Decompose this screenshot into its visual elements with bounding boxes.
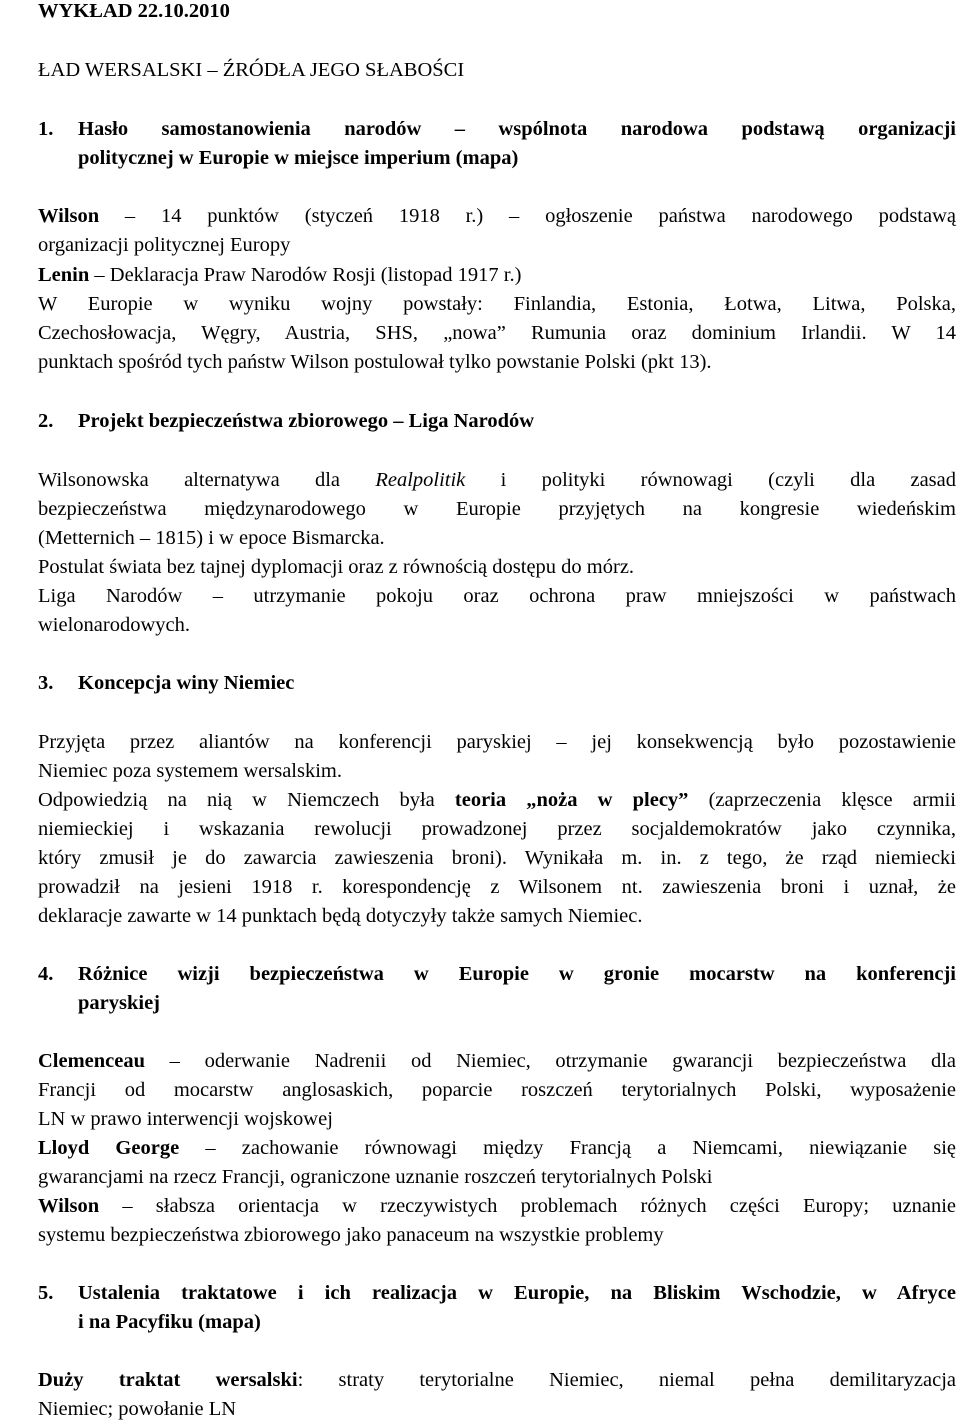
wilson-view-line-1: Wilson – słabsza orientacja w rzeczywistych problemach różnych części Europy; uznanie [38,1195,956,1217]
realpolitik-term: Realpolitik [375,469,466,491]
lenin-name: Lenin [38,264,90,286]
section-3-paragraph-2-line-4: prowadził na jesieni 1918 r. korespondencję z Wilsonem nt. zawieszenia broni i uznał, że [38,876,956,898]
document-title: ŁAD WERSALSKI – ŹRÓDŁA JEGO SŁABOŚCI [38,59,465,81]
section-3-paragraph-2-line-3: który zmusił je do zawarcia zawieszenia broni). Wynikała m. in. z tego, że rząd niemiecki [38,847,956,869]
section-1-number: 1. [38,118,54,140]
new-states-line-1: W Europie w wyniku wojny powstały: Finlandia, Estonia, Łotwa, Litwa, Polska, [38,293,956,315]
section-2-paragraph-1-line-2: bezpieczeństwa międzynarodowego w Europie przyjętych na kongresie wiedeńskim [38,498,956,520]
versailles-treaty-line-1: Duży traktat wersalski: straty terytorialne Niemiec, niemal pełna demilitaryzacja [38,1369,956,1391]
clemenceau-name: Clemenceau [38,1050,146,1072]
section-2-paragraph-1-line-1: Wilsonowska alternatywa dla Realpolitik i polityki równowagi (czyli dla zasad [38,469,956,491]
section-5-number: 5. [38,1282,54,1304]
section-5-heading-line-2: i na Pacyfiku (mapa) [78,1311,261,1333]
section-3-heading: Koncepcja winy Niemiec [78,672,295,694]
wilson-paragraph-line-1: Wilson – 14 punktów (styczeń 1918 r.) – ogłoszenie państwa narodowego podstawą [38,205,956,227]
section-2-paragraph-3-line-1: Liga Narodów – utrzymanie pokoju oraz ochrona praw mniejszości w państwach [38,585,956,607]
clemenceau-line-1: Clemenceau – oderwanie Nadrenii od Niemiec, otrzymanie gwarancji bezpieczeństwa dla [38,1050,956,1072]
section-3-paragraph-2-line-1: Odpowiedzią na nią w Niemczech była teoria „noża w plecy” (zaprzeczenia klęsce armii [38,789,956,811]
section-2-number: 2. [38,410,54,432]
section-4-heading-line-2: paryskiej [78,992,160,1014]
lloyd-george-line-1: Lloyd George – zachowanie równowagi między Francją a Niemcami, niewiązanie się [38,1137,956,1159]
section-1-heading-line-2: politycznej w Europie w miejsce imperium (mapa) [78,147,519,169]
section-3-paragraph-1-line-1: Przyjęta przez aliantów na konferencji paryskiej – jej konsekwencją było pozostawienie [38,731,956,753]
wilson-view-name: Wilson [38,1195,100,1217]
new-states-line-3: punktach spośród tych państw Wilson postulował tylko powstanie Polski (pkt 13). [38,351,712,373]
versailles-treaty-term: Duży traktat wersalski [38,1369,298,1391]
section-2-heading: Projekt bezpieczeństwa zbiorowego – Liga Narodów [78,410,535,432]
section-2-paragraph-2: Postulat świata bez tajnej dyplomacji oraz z równością dostępu do mórz. [38,556,635,578]
new-states-line-2: Czechosłowacja, Węgry, Austria, SHS, „nowa” Rumunia oraz dominium Irlandii. W 14 [38,322,956,344]
section-2-paragraph-1-line-3: (Metternich – 1815) i w epoce Bismarcka. [38,527,385,549]
section-4-number: 4. [38,963,54,985]
clemenceau-line-2: Francji od mocarstw anglosaskich, poparcie roszczeń terytorialnych Polski, wyposażenie [38,1079,956,1101]
clemenceau-line-3: LN w prawo interwencji wojskowej [38,1108,333,1130]
lenin-line: Lenin – Deklaracja Praw Narodów Rosji (listopad 1917 r.) [38,264,522,286]
section-1-heading-line-1: Hasło samostanowienia narodów – wspólnota narodowa podstawą organizacji [78,118,956,140]
versailles-treaty-line-2: Niemiec; powołanie LN [38,1398,237,1420]
section-3-paragraph-1-line-2: Niemiec poza systemem wersalskim. [38,760,342,782]
stab-in-the-back-term: teoria „noża w plecy” [454,789,689,811]
wilson-paragraph-line-2: organizacji politycznej Europy [38,234,291,256]
lloyd-george-name: Lloyd George [38,1137,180,1159]
lecture-title: WYKŁAD 22.10.2010 [38,0,230,22]
lloyd-george-line-2: gwarancjami na rzecz Francji, ograniczone uznanie roszczeń terytorialnych Polski [38,1166,713,1188]
wilson-name: Wilson [38,205,100,227]
section-2-paragraph-3-line-2: wielonarodowych. [38,614,190,636]
wilson-view-line-2: systemu bezpieczeństwa zbiorowego jako panaceum na wszystkie problemy [38,1224,664,1246]
section-3-paragraph-2-line-2: niemieckiej i wskazania rewolucji prowadzonej przez socjaldemokratów jako czynnika, [38,818,956,840]
section-3-paragraph-2-line-5: deklaracje zawarte w 14 punktach będą dotyczyły także samych Niemiec. [38,905,643,927]
section-4-heading-line-1: Różnice wizji bezpieczeństwa w Europie w gronie mocarstw na konferencji [78,963,956,985]
section-3-number: 3. [38,672,54,694]
section-5-heading-line-1: Ustalenia traktatowe i ich realizacja w Europie, na Bliskim Wschodzie, w Afryce [78,1282,956,1304]
